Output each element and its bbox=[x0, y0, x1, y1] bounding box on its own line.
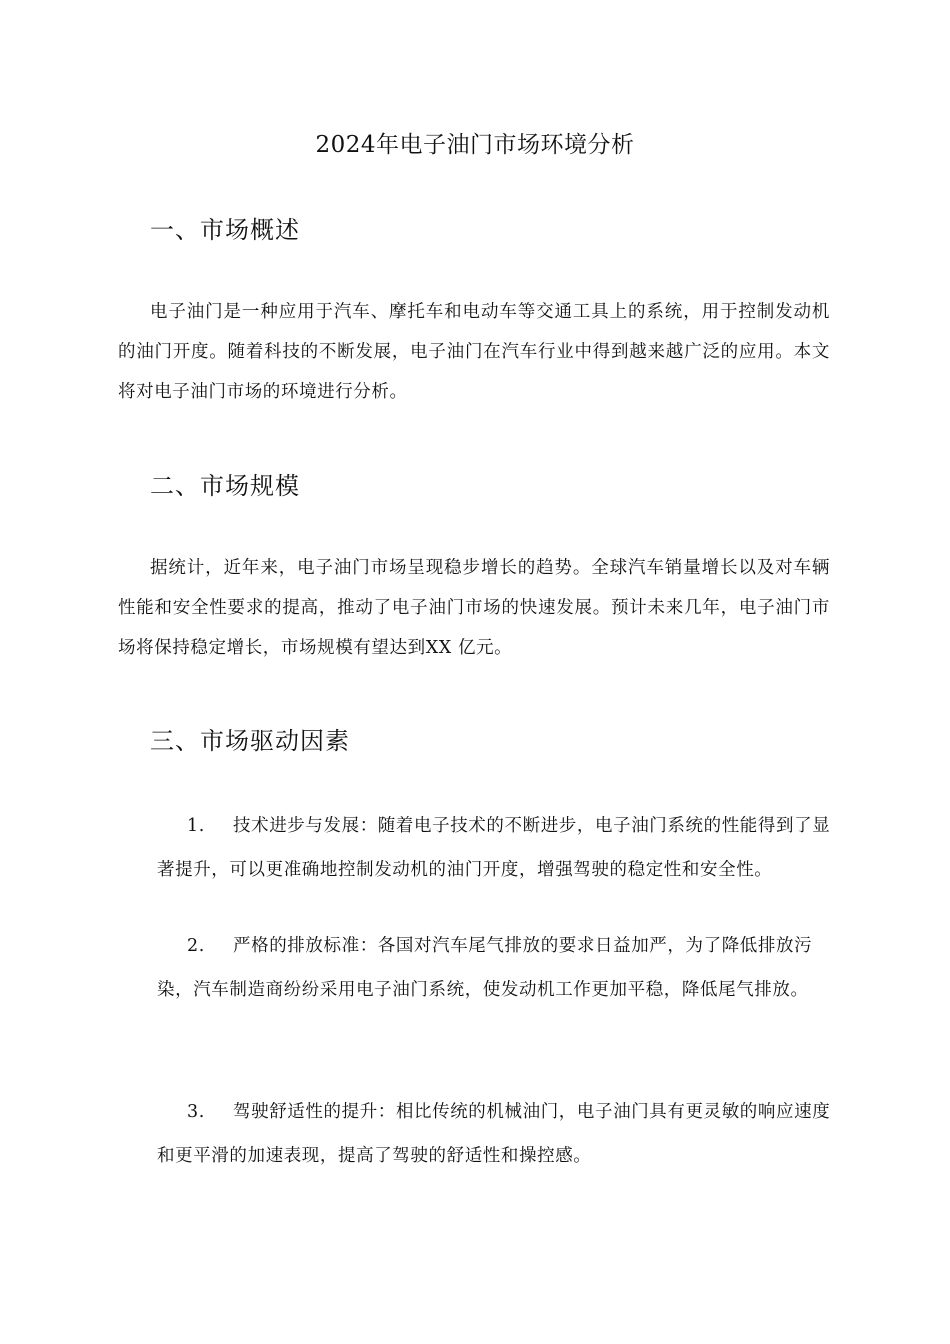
list-item-text: 严格的排放标准：各国对汽车尾气排放的要求日益加严，为了降低排放污染，汽车制造商纷纷采用电子油门系统，使发动机工作更加平稳，降低尾气排放。 bbox=[157, 936, 813, 1000]
list-item-number: 3. bbox=[187, 1102, 205, 1122]
list-item-text: 技术进步与发展：随着电子技术的不断进步，电子油门系统的性能得到了显著提升，可以更准确地控制发动机的油门开度，增强驾驶的稳定性和安全性。 bbox=[157, 816, 831, 880]
section-paragraph-scale: 据统计，近年来，电子油门市场呈现稳步增长的趋势。全球汽车销量增长以及对车辆性能和安全性要求的提高，推动了电子油门市场的快速发展。预计未来几年，电子油门市场将保持稳定增长，市场规模有望达到XX 亿元。 bbox=[118, 558, 830, 658]
document-title: 2024年电子油门市场环境分析 bbox=[315, 132, 635, 158]
section-paragraph-overview: 电子油门是一种应用于汽车、摩托车和电动车等交通工具上的系统，用于控制发动机的油门开度。随着科技的不断发展，电子油门在汽车行业中得到越来越广泛的应用。本文将对电子油门市场的环境进行分析。 bbox=[118, 302, 830, 402]
section-heading-drivers: 三、市场驱动因素 bbox=[150, 727, 350, 755]
list-item-number: 1. bbox=[187, 816, 205, 836]
list-item bbox=[157, 804, 847, 892]
list-item bbox=[157, 924, 847, 1012]
list-item-number: 2. bbox=[187, 936, 205, 956]
list-item-text: 驾驶舒适性的提升：相比传统的机械油门，电子油门具有更灵敏的响应速度和更平滑的加速表现，提高了驾驶的舒适性和操控感。 bbox=[157, 1102, 831, 1166]
list-item bbox=[157, 1090, 847, 1178]
section-heading-scale: 二、市场规模 bbox=[150, 472, 300, 500]
section-heading-overview: 一、市场概述 bbox=[150, 216, 300, 244]
